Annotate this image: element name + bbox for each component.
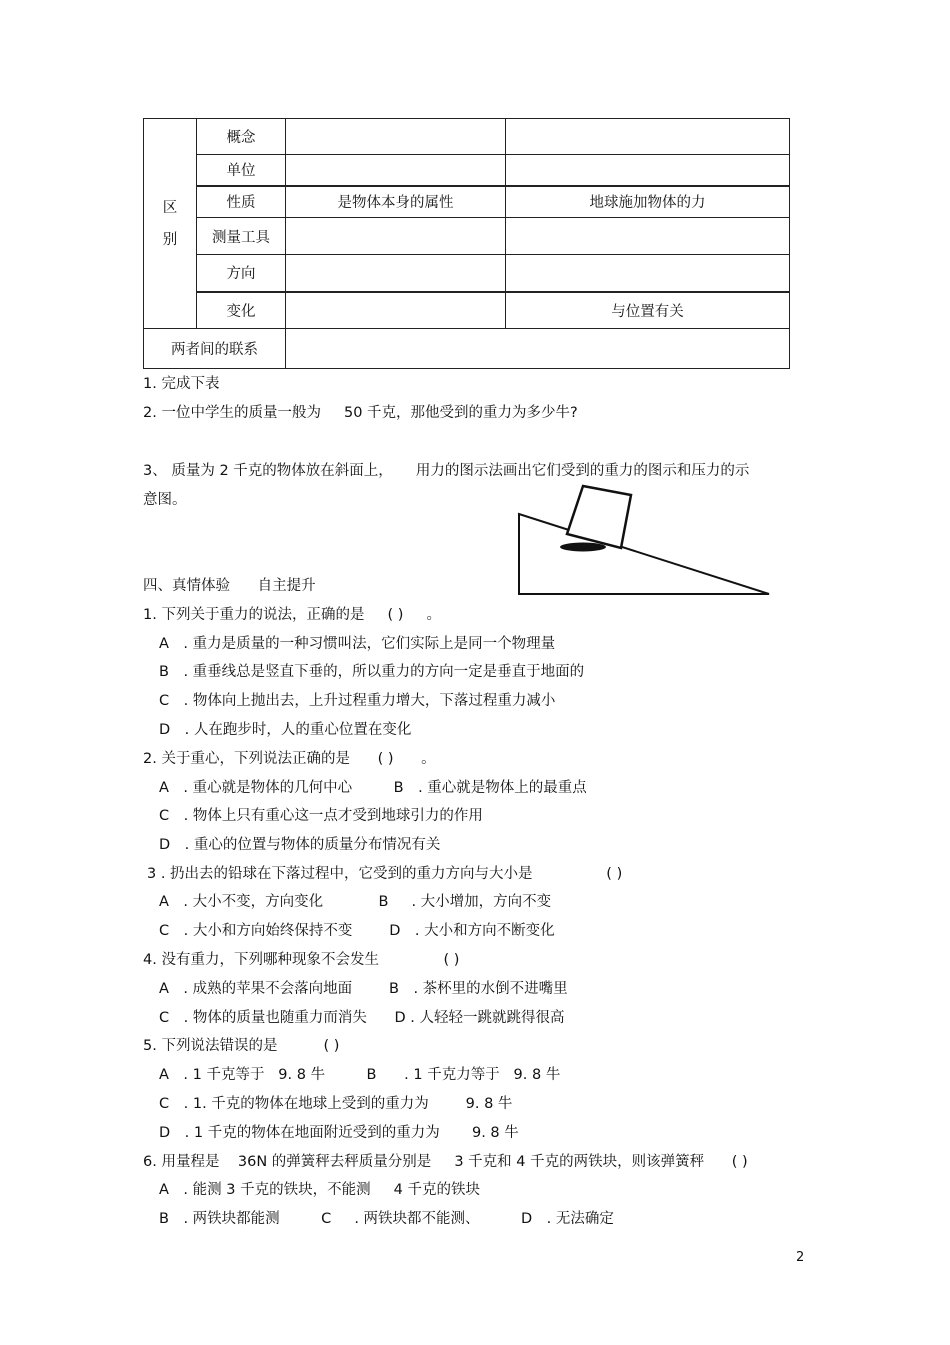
block-shadow bbox=[560, 543, 606, 552]
mass-gravity-comparison-table bbox=[143, 118, 790, 369]
row-label: 单位 bbox=[197, 155, 286, 186]
table-row-property bbox=[144, 186, 790, 218]
question-3-stem: 3 . 扔出去的铅球在下落过程中，它受到的重力方向与大小是 ( ) bbox=[147, 866, 623, 882]
question-1-option-c: C . 物体向上抛出去，上升过程重力增大，下落过程重力减小 bbox=[159, 693, 556, 709]
relation-label: 两者间的联系 bbox=[144, 329, 286, 369]
mass-cell bbox=[286, 119, 506, 155]
exercise-q3-line2: 意图。 bbox=[143, 492, 187, 508]
table-row-unit bbox=[144, 155, 790, 186]
gravity-cell bbox=[506, 255, 790, 292]
exercise-q2: 2. 一位中学生的质量一般为 50 千克，那他受到的重力为多少牛? bbox=[143, 405, 578, 421]
row-label: 方向 bbox=[197, 255, 286, 292]
row-label: 性质 bbox=[197, 186, 286, 218]
question-1-option-d: D . 人在跑步时，人的重心位置在变化 bbox=[159, 722, 412, 738]
question-1-option-b: B . 重垂线总是竖直下垂的，所以重力的方向一定是垂直于地面的 bbox=[159, 664, 585, 680]
row-label: 概念 bbox=[197, 119, 286, 155]
distinction-label-1: 区 bbox=[162, 199, 178, 216]
question-2-option-ab: A . 重心就是物体的几何中心 B . 重心就是物体上的最重点 bbox=[159, 780, 587, 796]
question-5-option-c: C . 1. 千克的物体在地球上受到的重力为 9. 8 牛 bbox=[159, 1096, 513, 1112]
gravity-cell bbox=[506, 218, 790, 255]
question-6-option-a: A . 能测 3 千克的铁块，不能测 4 千克的铁块 bbox=[159, 1182, 480, 1198]
relation-cell bbox=[286, 329, 790, 369]
question-2-option-c: C . 物体上只有重心这一点才受到地球引力的作用 bbox=[159, 808, 483, 824]
exercise-q3-line1: 3、 质量为 2 千克的物体放在斜面上， 用力的图示法画出它们受到的重力的图示和压力的示 bbox=[143, 463, 750, 479]
page-number: 2 bbox=[796, 1250, 805, 1265]
mass-cell bbox=[286, 218, 506, 255]
gravity-cell bbox=[506, 155, 790, 186]
table-row-direction bbox=[144, 255, 790, 292]
table-row-concept bbox=[144, 119, 790, 155]
gravity-cell: 地球施加物体的力 bbox=[506, 186, 790, 218]
question-4-stem: 4. 没有重力，下列哪种现象不会发生 ( ) bbox=[143, 952, 460, 968]
section-title: 四、真情体验 自主提升 bbox=[143, 578, 316, 594]
question-5-stem: 5. 下列说法错误的是 ( ) bbox=[143, 1038, 340, 1054]
mass-cell: 是物体本身的属性 bbox=[286, 186, 506, 218]
row-label: 变化 bbox=[197, 292, 286, 329]
question-3-option-cd: C . 大小和方向始终保持不变 D . 大小和方向不断变化 bbox=[159, 923, 555, 939]
question-6-stem: 6. 用量程是 36N 的弹簧秤去秤质量分别是 3 千克和 4 千克的两铁块，则该弹簧秤 ( ) bbox=[143, 1154, 748, 1170]
table-row-change bbox=[144, 292, 790, 329]
mass-cell bbox=[286, 255, 506, 292]
gravity-cell: 与位置有关 bbox=[506, 292, 790, 329]
question-5-option-d: D . 1 千克的物体在地面附近受到的重力为 9. 8 牛 bbox=[159, 1125, 519, 1141]
incline-triangle bbox=[519, 514, 769, 594]
table-row-relation bbox=[144, 329, 790, 369]
mass-cell bbox=[286, 155, 506, 186]
question-2-option-d: D . 重心的位置与物体的质量分布情况有关 bbox=[159, 837, 441, 853]
question-1-stem: 1. 下列关于重力的说法，正确的是 ( ) 。 bbox=[143, 607, 441, 623]
question-4-option-ab: A . 成熟的苹果不会落向地面 B . 茶杯里的水倒不进嘴里 bbox=[159, 981, 568, 997]
question-3-option-ab: A . 大小不变，方向变化 B . 大小增加，方向不变 bbox=[159, 894, 552, 910]
row-label: 测量工具 bbox=[197, 218, 286, 255]
block-on-incline bbox=[567, 486, 631, 548]
distinction-label-cell bbox=[144, 119, 197, 329]
exercise-q1: 1. 完成下表 bbox=[143, 376, 220, 392]
mass-cell bbox=[286, 292, 506, 329]
distinction-label-2: 别 bbox=[162, 231, 178, 248]
incline-block-diagram bbox=[515, 478, 773, 598]
table-row-tool bbox=[144, 218, 790, 255]
question-1-option-a: A . 重力是质量的一种习惯叫法，它们实际上是同一个物理量 bbox=[159, 636, 556, 652]
question-5-option-ab: A . 1 千克等于 9. 8 牛 B . 1 千克力等于 9. 8 牛 bbox=[159, 1067, 561, 1083]
gravity-cell bbox=[506, 119, 790, 155]
question-2-stem: 2. 关于重心，下列说法正确的是 ( ) 。 bbox=[143, 751, 436, 767]
question-6-option-bcd: B . 两铁块都能测 C . 两铁块都不能测、 D . 无法确定 bbox=[159, 1211, 614, 1227]
question-4-option-cd: C . 物体的质量也随重力而消失 D . 人轻轻一跳就跳得很高 bbox=[159, 1010, 565, 1026]
